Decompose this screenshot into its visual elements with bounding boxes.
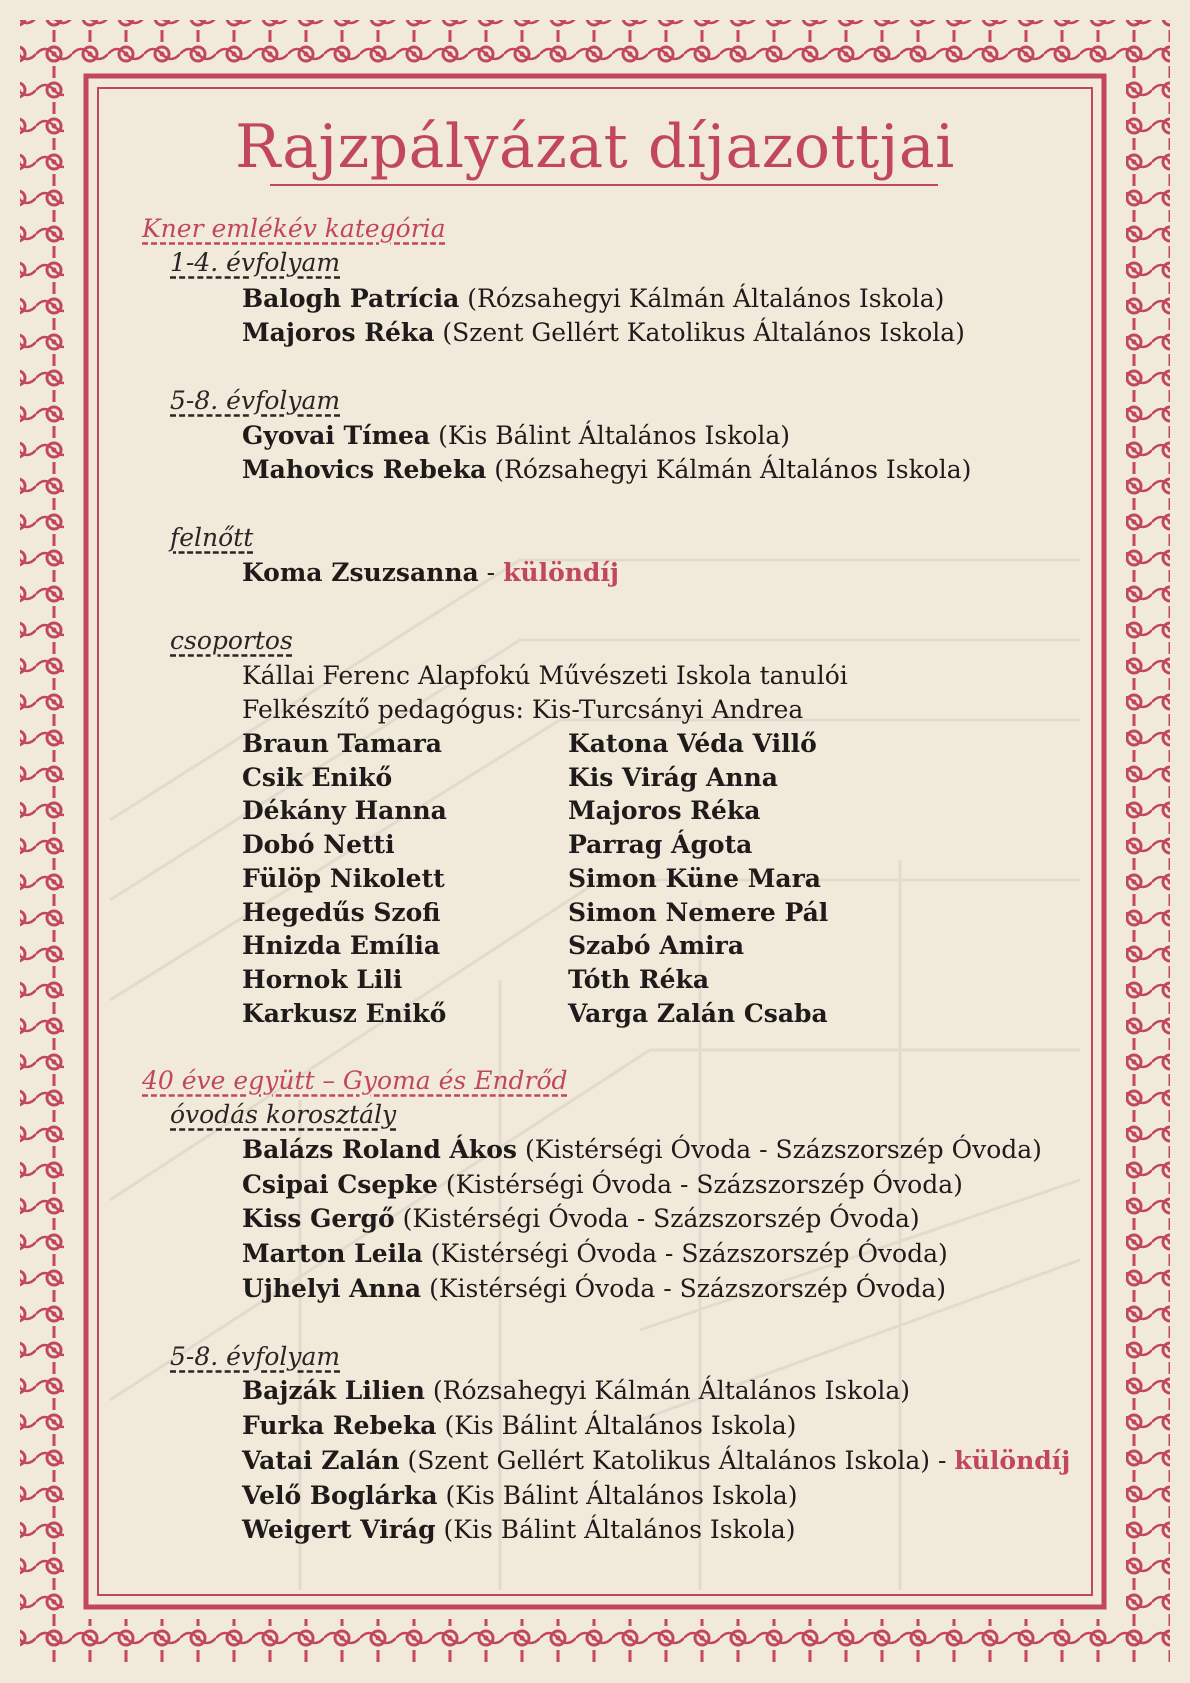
group-member: Katona Véda Villő <box>568 729 817 758</box>
group-member: Parrag Ágota <box>568 830 753 860</box>
subcategory-heading: felnőtt <box>170 523 254 552</box>
subcategory-heading: 1-4. évfolyam <box>170 248 341 277</box>
list-item: Bajzák Lilien (Rózsahegyi Kálmán Általános Iskola) <box>242 1376 911 1405</box>
list-item: Velő Boglárka (Kis Bálint Általános Iskola) <box>242 1481 798 1510</box>
list-item: Marton Leila (Kistérségi Óvoda - Százszorszép Óvoda) <box>242 1239 948 1268</box>
category-heading: Kner emlékév kategória <box>142 214 446 243</box>
group-member: Dobó Netti <box>242 830 395 860</box>
group-member: Dékány Hanna <box>242 796 447 826</box>
subcategory-heading: csoportos <box>170 626 293 655</box>
list-item: Weigert Virág (Kis Bálint Általános Iskola) <box>242 1515 796 1544</box>
group-member: Karkusz Enikő <box>242 998 447 1028</box>
group-member: Szabó Amira <box>568 931 745 961</box>
group-member: Braun Tamara <box>242 729 442 758</box>
list-item: Gyovai Tímea (Kis Bálint Általános Iskola) <box>242 421 791 450</box>
list-item: Mahovics Rebeka (Rózsahegyi Kálmán Általános Iskola) <box>242 455 972 484</box>
subcategory-heading: óvodás korosztály <box>170 1100 397 1129</box>
group-member: Hegedűs Szofi <box>242 897 441 927</box>
group-member: Hornok Lili <box>242 964 403 994</box>
subcategory-heading: 5-8. évfolyam <box>170 1342 341 1371</box>
list-item: Furka Rebeka (Kis Bálint Általános Iskola) <box>242 1411 797 1440</box>
group-member: Simon Nemere Pál <box>568 897 829 927</box>
group-member: Simon Küne Mara <box>568 863 821 893</box>
group-school: Kállai Ferenc Alapfokú Művészeti Iskola tanulói <box>242 661 848 690</box>
list-item: Ujhelyi Anna (Kistérségi Óvoda - Százszorszép Óvoda) <box>242 1274 947 1303</box>
list-item: Kiss Gergő (Kistérségi Óvoda - Százszorszép Óvoda) <box>242 1204 920 1233</box>
list-item: Vatai Zalán (Szent Gellért Katolikus Általános Iskola) - különdíj <box>242 1446 1071 1475</box>
list-item: Csipai Csepke (Kistérségi Óvoda - Százszorszép Óvoda) <box>242 1170 963 1199</box>
subcategory-heading: 5-8. évfolyam <box>170 386 341 415</box>
group-member: Csik Enikő <box>242 762 393 792</box>
document-content <box>100 80 1090 1600</box>
list-item: Koma Zsuzsanna - különdíj <box>242 558 619 587</box>
group-teacher: Felkészítő pedagógus: Kis-Turcsányi Andrea <box>242 695 804 724</box>
group-member: Fülöp Nikolett <box>242 863 445 893</box>
list-item: Balogh Patrícia (Rózsahegyi Kálmán Általános Iskola) <box>242 284 945 313</box>
group-member: Tóth Réka <box>568 964 710 994</box>
group-member: Hnizda Emília <box>242 931 441 961</box>
group-member: Kis Virág Anna <box>568 762 778 792</box>
list-item: Balázs Roland Ákos (Kistérségi Óvoda - Százszorszép Óvoda) <box>242 1135 1042 1164</box>
category-heading: 40 éve együtt – Gyoma és Endrőd <box>142 1066 568 1095</box>
group-member: Varga Zalán Csaba <box>568 998 828 1028</box>
page-title: Rajzpályázat díjazottjai <box>235 112 955 182</box>
group-member: Majoros Réka <box>568 796 761 826</box>
list-item: Majoros Réka (Szent Gellért Katolikus Általános Iskola) <box>242 318 965 347</box>
title-underline <box>270 184 938 186</box>
